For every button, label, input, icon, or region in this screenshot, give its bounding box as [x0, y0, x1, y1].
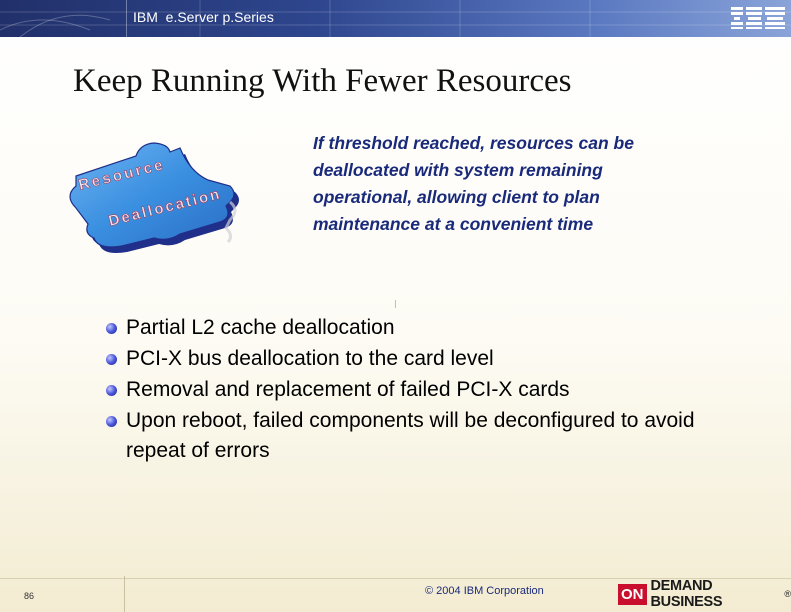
header-brand: IBM e.Server p.Series — [133, 9, 274, 25]
page-number: 86 — [24, 591, 35, 601]
footer-tick — [124, 576, 125, 612]
header-divider — [126, 0, 127, 37]
callout-text: If threshold reached, resources can be deallocated with system remaining operational, allowing client to plan maintenance at a convenient time — [313, 133, 634, 234]
puzzle-piece-graphic — [58, 138, 243, 253]
bullet-text: PCI-X bus deallocation to the card level — [126, 347, 494, 370]
on-demand-business-label: DEMAND BUSINESS — [650, 578, 723, 610]
ibm-logo-icon — [731, 5, 785, 31]
slide-title: Keep Running With Fewer Resources — [73, 63, 572, 99]
trademark-mark: ® — [784, 589, 791, 599]
puzzle-word-resource: Resource — [76, 156, 167, 194]
header-decoration — [0, 0, 791, 37]
bullet-dot-icon — [106, 416, 117, 427]
bullet-text: Removal and replacement of failed PCI-X cards — [126, 378, 570, 401]
bullet-text: Partial L2 cache deallocation — [126, 316, 395, 339]
bullet-dot-icon — [106, 385, 117, 396]
bullet-item — [106, 343, 706, 374]
copyright-text: © 2004 IBM Corporation — [425, 585, 544, 597]
bullet-text: Upon reboot, failed components will be deconfigured to avoid repeat of errors — [126, 409, 695, 462]
header-bar — [0, 0, 791, 37]
bullet-item — [106, 312, 706, 343]
puzzle-word-deallocation: Deallocation — [106, 185, 224, 230]
bullet-list — [106, 312, 706, 466]
on-demand-business-logo — [618, 578, 791, 610]
bullet-item — [106, 374, 706, 405]
bullet-dot-icon — [106, 354, 117, 365]
on-demand-on-label: ON — [618, 584, 647, 605]
bullet-item — [106, 405, 706, 466]
slide-tick — [395, 300, 396, 308]
bullet-dot-icon — [106, 323, 117, 334]
